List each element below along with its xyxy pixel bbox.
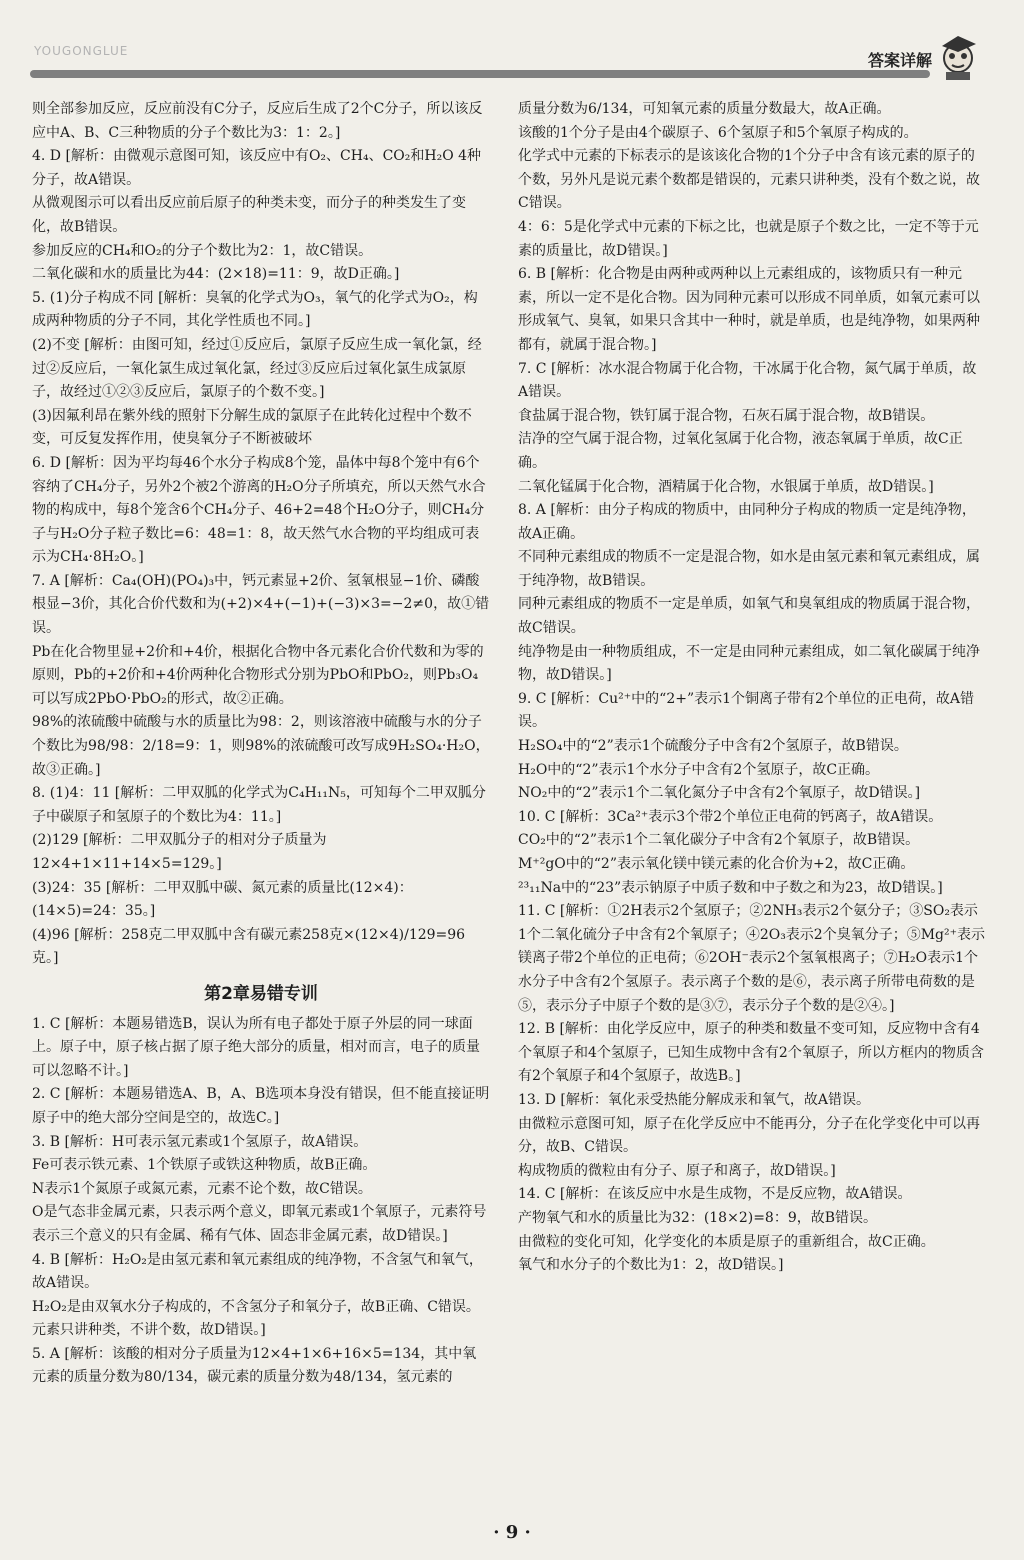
- answer-paragraph: 同种元素组成的物质不一定是单质，如氧气和臭氧组成的物质属于混合物，故C错误。: [518, 596, 980, 637]
- answer-paragraph: 产物氧气和水的质量比为32：(18×2)=8：9，故B错误。: [518, 1209, 878, 1226]
- page-header: [0, 0, 1024, 80]
- answer-paragraph: (2)129 [解析：二甲双胍分子的相对分子质量为12×4+1×11+14×5=129。]: [32, 832, 327, 872]
- answer-paragraph: 氧气和水分子的个数比为1：2，故D错误。]: [518, 1257, 784, 1274]
- answer-paragraph: NO₂中的“2”表示1个二氧化氮分子中含有2个氧原子，故D错误。]: [518, 785, 921, 802]
- answer-paragraph: 则全部参加反应，反应前没有C分子，反应后生成了2个C分子，所以该反应中A、B、C三种物质的分子个数比为3：1：2。]: [32, 101, 483, 141]
- left-column: [32, 98, 490, 1390]
- brand-watermark: YOUGONGLUE: [34, 44, 129, 58]
- right-column: [518, 98, 986, 1278]
- answer-paragraph: 元素只讲种类，不讲个数，故D错误。]: [32, 1322, 266, 1339]
- answer-paragraph: 纯净物是由一种物质组成，不一定是由同种元素组成，如二氧化碳属于纯净物，故D错误。]: [518, 643, 980, 684]
- answer-paragraph: 3. B [解析：H可表示氢元素或1个氢原子，故A错误。: [32, 1133, 368, 1150]
- answer-paragraph: 8. (1)4：11 [解析：二甲双胍的化学式为C₄H₁₁N₅，可知每个二甲双胍分子中碳原子和氢原子的个数比为4：11。]: [32, 785, 486, 825]
- answer-paragraph: CO₂中的“2”表示1个二氧化碳分子中含有2个氧原子，故B错误。: [518, 832, 920, 849]
- answer-paragraph: 从微观图示可以看出反应前后原子的种类未变，而分子的种类发生了变化，故B错误。: [32, 195, 466, 235]
- answer-paragraph: (3)因氟利昂在紫外线的照射下分解生成的氯原子在此转化过程中个数不变，可反复发挥作用，使臭氧分子不断被破坏: [32, 407, 472, 448]
- answer-paragraph: 二氧化碳和水的质量比为44：(2×18)=11：9，故D正确。]: [32, 266, 400, 283]
- section-title: 第2章易错专训: [204, 983, 318, 1004]
- answer-paragraph: 洁净的空气属于混合物，过氧化氢属于化合物，液态氧属于单质，故C正确。: [518, 431, 963, 471]
- answer-paragraph: O是气态非金属元素，只表示两个意义，即氧元素或1个氧原子，元素符号表示三个意义的只有金属、稀有气体、固态非金属元素，故D错误。]: [32, 1204, 487, 1244]
- answer-paragraph: 5. (1)分子构成不同 [解析：臭氧的化学式为O₃，氧气的化学式为O₂，构成两种物质的分子不同，其化学性质也不同。]: [32, 289, 478, 330]
- header-rule: [30, 70, 930, 78]
- answer-paragraph: 14. C [解析：在该反应中水是生成物，不是反应物，故A错误。: [518, 1186, 912, 1203]
- answer-paragraph: M⁺²gO中的“2”表示氧化镁中镁元素的化合价为+2，故C正确。: [518, 856, 915, 872]
- answer-paragraph: 由微粒的变化可知，化学变化的本质是原子的重新组合，故C正确。: [518, 1233, 935, 1250]
- answer-paragraph: 6. B [解析：化合物是由两种或两种以上元素组成的，该物质只有一种元素，所以一定不是化合物。因为同种元素可以形成不同单质，如氧元素可以形成氧气、臭氧，如果只含其中一种时，就是单质，也是纯净物，如果两种都有，就属于混合物。]: [518, 266, 980, 353]
- answer-paragraph: 4. B [解析：H₂O₂是由氢元素和氧元素组成的纯净物，不含氢气和氧气，故A错误。: [32, 1251, 483, 1292]
- answer-paragraph: H₂O₂是由双氧水分子构成的，不含氢分子和氧分子，故B正确、C错误。: [32, 1298, 480, 1315]
- answer-paragraph: 13. D [解析：氧化汞受热能分解成汞和氧气，故A错误。: [518, 1091, 870, 1108]
- answer-paragraph: H₂O中的“2”表示1个水分子中含有2个氢原子，故C正确。: [518, 761, 880, 778]
- answer-paragraph: 构成物质的微粒由有分子、原子和离子，故D错误。]: [518, 1162, 836, 1179]
- answer-paragraph: 该酸的1个分子是由4个碳原子、6个氢原子和5个氧原子构成的。: [518, 124, 918, 141]
- answer-paragraph: 不同种元素组成的物质不一定是混合物，如水是由氢元素和氧元素组成，属于纯净物，故B错误。: [518, 549, 980, 589]
- answer-paragraph: 食盐属于混合物，铁钉属于混合物，石灰石属于混合物，故B错误。: [518, 407, 935, 424]
- answer-paragraph: 9. C [解析：Cu²⁺中的“2+”表示1个铜离子带有2个单位的正电荷，故A错误。: [518, 690, 975, 731]
- answer-paragraph: 12. B [解析：由化学反应中，原子的种类和数量不变可知，反应物中含有4个氧原子和4个氢原子，已知生成物中含有2个氧原子，所以方框内的物质含有2个氧原子和4个氢原子，故选B。]: [518, 1021, 984, 1085]
- answer-paragraph: 11. C [解析：①2H表示2个氢原子；②2NH₃表示2个氨分子；③SO₂表示1个二氧化硫分子中含有2个氧原子；④2O₃表示2个臭氧分子；⑤Mg²⁺表示镁离子带2个单位的正电荷；⑥2OH⁻表示2个氢氧根离子；⑦H₂O表示1个水分子中含有2个氢原子。表示离子个数的是⑥，表示离子所带电荷数的是⑤，表示分子中原子个数的是③⑦，表示分子个数的是②④。]: [518, 903, 986, 1014]
- answer-paragraph: (2)不变 [解析：由图可知，经过①反应后，氯原子反应生成一氧化氯，经过②反应后，一氧化氯生成过氧化氯，经过③反应后过氧化氯生成氯原子，故经过①②③反应后，氯原子的个数不变。]: [32, 336, 482, 401]
- answer-paragraph: 7. A [解析：Ca₄(OH)(PO₄)₃中，钙元素显+2价、氢氧根显−1价、磷酸根显−3价，其化合价代数和为(+2)×4+(−1)+(−3)×3=−2≠0，故①错误。: [32, 572, 490, 637]
- answer-paragraph: Fe可表示铁元素、1个铁原子或铁这种物质，故B正确。: [32, 1157, 377, 1174]
- answer-paragraph: ²³₁₁Na中的“23”表示钠原子中质子数和中子数之和为23，故D错误。]: [518, 879, 943, 896]
- answer-paragraph: 二氧化锰属于化合物，酒精属于化合物，水银属于单质，故D错误。]: [518, 478, 934, 495]
- answer-paragraph: Pb在化合物里显+2价和+4价，根据化合物中各元素化合价代数和为零的原则，Pb的+2价和+4价两种化合物形式分别为PbO和PbO₂，则Pb₃O₄可以写成2PbO·PbO₂的形式，故②正确。: [32, 643, 484, 707]
- mascot-icon: [932, 28, 984, 82]
- answer-paragraph: 6. D [解析：因为平均每46个水分子构成8个笼，晶体中每8个笼中有6个容纳了CH₄分子，另外2个被2个游离的H₂O分子所填充，所以天然气水合物的构成中，每8个笼含6个CH₄分子、46+2=48个H₂O分子，则CH₄分子与H₂O分子粒子数比=6：48=1：8，故天然气水合物的平均组成可表示为CH₄·8H₂O。]: [32, 454, 486, 566]
- answer-paragraph: 5. A [解析：该酸的相对分子质量为12×4+1×6+16×5=134，其中氧元素的质量分数为80/134，碳元素的质量分数为48/134，氢元素的: [32, 1345, 477, 1386]
- answer-paragraph: 7. C [解析：冰水混合物属于化合物，干冰属于化合物，氮气属于单质，故A错误。: [518, 360, 977, 401]
- answer-paragraph: N表示1个氮原子或氮元素，元素不论个数，故C错误。: [32, 1180, 372, 1197]
- section-label: 答案详解: [867, 51, 932, 70]
- answer-paragraph: 4：6：5是化学式中元素的下标之比，也就是原子个数之比，一定不等于元素的质量比，故D错误。]: [518, 218, 979, 259]
- page-number: · 9 ·: [493, 1522, 531, 1543]
- answer-paragraph: 98%的浓硫酸中硫酸与水的质量比为98：2，则该溶液中硫酸与水的分子个数比为98/98：2/18=9：1，则98%的浓硫酸可改写成9H₂SO₄·H₂O，故③正确。]: [32, 714, 490, 778]
- answer-paragraph: 8. A [解析：由分子构成的物质中，由同种分子构成的物质一定是纯净物，故A正确。: [518, 502, 976, 542]
- answer-paragraph: 1. C [解析：本题易错选B，误认为所有电子都处于原子外层的同一球面上。原子中，原子核占据了原子绝大部分的质量，相对而言，电子的质量可以忽略不计。]: [32, 1015, 480, 1079]
- answer-paragraph: 参加反应的CH₄和O₂的分子个数比为2：1，故C错误。: [32, 242, 373, 259]
- answer-paragraph: 4. D [解析：由微观示意图可知，该反应中有O₂、CH₄、CO₂和H₂O 4种分子，故A错误。: [32, 148, 482, 188]
- answer-paragraph: 化学式中元素的下标表示的是该该化合物的1个分子中含有该元素的原子的个数，另外凡是说元素个数都是错误的，元素只讲种类，没有个数之说，故C错误。: [518, 148, 980, 212]
- answer-paragraph: 10. C [解析：3Ca²⁺表示3个带2个单位正电荷的钙离子，故A错误。: [518, 808, 943, 825]
- answer-paragraph: (4)96 [解析：258克二甲双胍中含有碳元素258克×(12×4)/129=96克。]: [32, 926, 466, 967]
- answer-paragraph: 2. C [解析：本题易错选A、B，A、B选项本身没有错误，但不能直接证明原子中的绝大部分空间是空的，故选C。]: [32, 1086, 490, 1126]
- answer-paragraph: H₂SO₄中的“2”表示1个硫酸分子中含有2个氢原子，故B错误。: [518, 738, 908, 755]
- answer-paragraph: (3)24：35 [解析：二甲双胍中碳、氮元素的质量比(12×4)：(14×5)=24：35。]: [32, 879, 413, 920]
- answer-paragraph: 质量分数为6/134，可知氧元素的质量分数最大，故A正确。: [518, 101, 891, 117]
- answer-paragraph: 由微粒示意图可知，原子在化学反应中不能再分，分子在化学变化中可以再分，故B、C错误。: [518, 1115, 980, 1156]
